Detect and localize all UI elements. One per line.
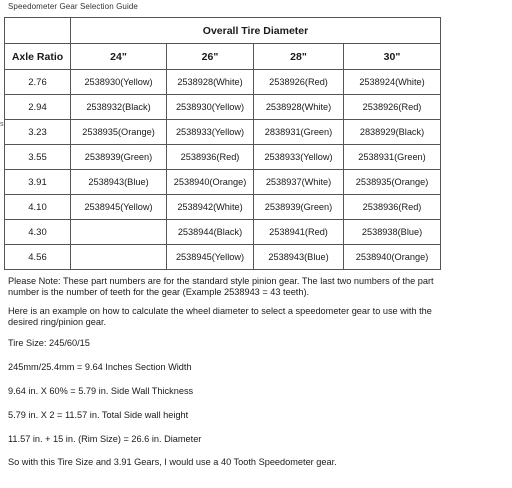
part-number-cell: 2538944(Black) — [167, 220, 254, 245]
calc-step-diameter: 11.57 in. + 15 in. (Rim Size) = 26.6 in. Diameter — [8, 434, 202, 444]
margin-mark: s — [0, 121, 4, 128]
part-number-cell: 2538943(Blue) — [71, 170, 167, 195]
gear-selection-table — [4, 17, 441, 270]
part-number-cell: 2538924(White) — [344, 70, 441, 95]
part-number-cell: 2538926(Red) — [254, 70, 344, 95]
part-number-cell: 2538935(Orange) — [71, 120, 167, 145]
table-row — [5, 145, 441, 170]
calc-step-section-width: 245mm/25.4mm = 9.64 Inches Section Width — [8, 362, 192, 372]
calc-step-sidewall-thickness: 9.64 in. X 60% = 5.79 in. Side Wall Thickness — [8, 386, 194, 396]
header-diameter-24: 24" — [71, 44, 167, 70]
axle-ratio-cell: 2.94 — [5, 95, 71, 120]
header-diameter-30: 30" — [344, 44, 441, 70]
part-number-cell: 2538936(Red) — [167, 145, 254, 170]
axle-ratio-cell: 4.30 — [5, 220, 71, 245]
table-row — [5, 170, 441, 195]
part-number-cell: 2538938(Blue) — [344, 220, 441, 245]
header-blank-cell — [5, 18, 71, 44]
part-number-cell: 2538937(White) — [254, 170, 344, 195]
part-number-cell: 2538939(Green) — [254, 195, 344, 220]
header-axle-ratio: Axle Ratio — [5, 44, 71, 70]
part-number-cell: 2538932(Black) — [71, 95, 167, 120]
part-number-cell: 2538939(Green) — [71, 145, 167, 170]
header-diameter-28: 28" — [254, 44, 344, 70]
page-title: Speedometer Gear Selection Guide — [8, 2, 138, 11]
part-number-cell: 2538933(Yellow) — [167, 120, 254, 145]
table-row — [5, 70, 441, 95]
header-diameter-26: 26" — [167, 44, 254, 70]
part-number-cell: 2538935(Orange) — [344, 170, 441, 195]
part-number-note: Please Note: These part numbers are for the standard style pinion gear. The last two numbers of the part number is the number of teeth for the gear (Example 2538943 = 43 teeth). — [8, 276, 434, 297]
part-number-cell: 2538928(White) — [254, 95, 344, 120]
header-overall-tire-diameter: Overall Tire Diameter — [71, 18, 441, 44]
part-number-cell: 2538945(Yellow) — [167, 245, 254, 270]
conclusion-line: So with this Tire Size and 3.91 Gears, I would use a 40 Tooth Speedometer gear. — [8, 457, 337, 467]
part-number-cell: 2538941(Red) — [254, 220, 344, 245]
part-number-cell: 2538933(Yellow) — [254, 145, 344, 170]
axle-ratio-cell: 4.10 — [5, 195, 71, 220]
example-intro: Here is an example on how to calculate the wheel diameter to select a speedometer gear to use with the desired ring/pinion gear. — [8, 306, 432, 327]
table-row — [5, 245, 441, 270]
part-number-cell: 2538930(Yellow) — [71, 70, 167, 95]
axle-ratio-cell: 3.23 — [5, 120, 71, 145]
part-number-cell: 2538940(Orange) — [344, 245, 441, 270]
part-number-cell — [71, 245, 167, 270]
table-row — [5, 120, 441, 145]
table-row — [5, 95, 441, 120]
part-number-cell: 2538945(Yellow) — [71, 195, 167, 220]
part-number-cell: 2538943(Blue) — [254, 245, 344, 270]
table-row — [5, 220, 441, 245]
part-number-cell: 2538931(Green) — [344, 145, 441, 170]
part-number-cell: 2538942(White) — [167, 195, 254, 220]
part-number-cell: 2538928(White) — [167, 70, 254, 95]
part-number-cell: 2838931(Green) — [254, 120, 344, 145]
table-row — [5, 195, 441, 220]
axle-ratio-cell: 4.56 — [5, 245, 71, 270]
tire-size-line: Tire Size: 245/60/15 — [8, 338, 90, 348]
axle-ratio-cell: 3.91 — [5, 170, 71, 195]
part-number-cell — [71, 220, 167, 245]
axle-ratio-cell: 2.76 — [5, 70, 71, 95]
calc-step-sidewall-height: 5.79 in. X 2 = 11.57 in. Total Side wall height — [8, 410, 189, 420]
part-number-cell: 2538936(Red) — [344, 195, 441, 220]
part-number-cell: 2538926(Red) — [344, 95, 441, 120]
part-number-cell: 2538940(Orange) — [167, 170, 254, 195]
part-number-cell: 2538930(Yellow) — [167, 95, 254, 120]
axle-ratio-cell: 3.55 — [5, 145, 71, 170]
part-number-cell: 2838929(Black) — [344, 120, 441, 145]
